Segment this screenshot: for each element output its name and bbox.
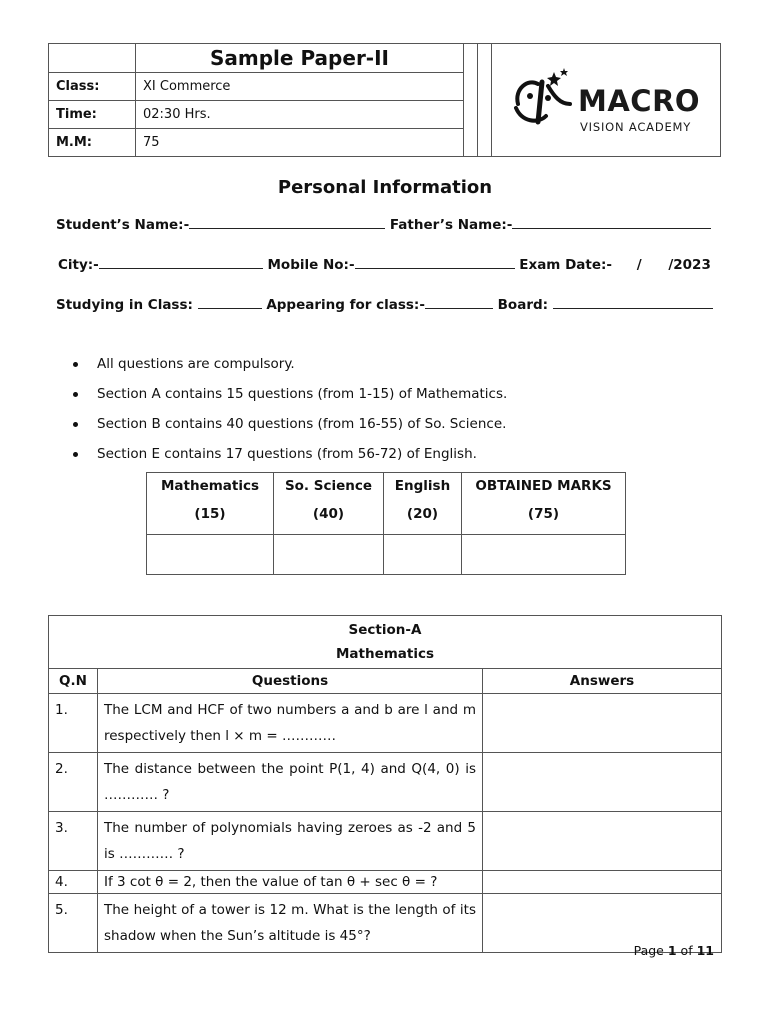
questions-column-header: Questions — [98, 669, 483, 694]
board-field[interactable] — [553, 296, 713, 309]
table-row — [49, 894, 722, 953]
city-label: City:- — [58, 257, 99, 273]
science-marks-cell[interactable] — [274, 535, 384, 575]
qn-column-header: Q.N — [49, 669, 98, 694]
instructions-list — [73, 356, 507, 476]
header-blank-cell — [49, 44, 136, 73]
logo-emblem-icon — [508, 64, 578, 134]
appearing-class-label: Appearing for class:- — [266, 297, 425, 313]
father-name-field[interactable] — [512, 216, 711, 229]
marks-col-obtained: OBTAINED MARKS (75) — [462, 473, 626, 535]
logo-name: MACRO — [578, 84, 701, 118]
obtained-marks-cell[interactable] — [462, 535, 626, 575]
marks-col-english: English (20) — [384, 473, 462, 535]
father-name-label: Father’s Name:- — [389, 217, 513, 233]
bullet-icon — [73, 452, 78, 457]
english-marks-cell[interactable] — [384, 535, 462, 575]
question-text: The number of polynomials having zeroes as -2 and 5 is ………… ? — [98, 812, 483, 871]
question-number: 3. — [49, 812, 98, 871]
student-name-label: Student’s Name:- — [56, 217, 190, 233]
marks-table — [146, 472, 626, 575]
table-row — [49, 812, 722, 871]
logo-cell — [492, 44, 721, 157]
appearing-class-field[interactable] — [425, 296, 493, 309]
header-spacer — [478, 44, 492, 157]
question-text: The LCM and HCF of two numbers a and b are l and m respectively then l × m = ………… — [98, 694, 483, 753]
exam-date-slash: / — [636, 257, 642, 273]
logo-tagline: VISION ACADEMY — [580, 120, 692, 134]
total-pages: 11 — [696, 943, 714, 958]
bullet-icon — [73, 422, 78, 427]
answer-cell[interactable] — [483, 812, 722, 871]
question-number: 1. — [49, 694, 98, 753]
name-line — [56, 216, 711, 233]
marks-label: M.M: — [49, 129, 136, 157]
class-label: Class: — [49, 73, 136, 101]
exam-date-label: Exam Date:- — [519, 257, 612, 273]
question-number: 5. — [49, 894, 98, 953]
question-number: 4. — [49, 871, 98, 894]
marks-col-math: Mathematics (15) — [147, 473, 274, 535]
marks-col-science: So. Science (40) — [274, 473, 384, 535]
table-row — [49, 694, 722, 753]
header-spacer — [464, 44, 478, 157]
studying-class-field[interactable] — [198, 296, 262, 309]
mobile-field[interactable] — [355, 256, 515, 269]
student-name-field[interactable] — [189, 216, 385, 229]
instruction-item: Section A contains 15 questions (from 1-15) of Mathematics. — [73, 386, 507, 416]
question-text: The distance between the point P(1, 4) and Q(4, 0) is ………… ? — [98, 753, 483, 812]
section-header — [49, 616, 722, 669]
math-marks-cell[interactable] — [147, 535, 274, 575]
class-line — [56, 296, 713, 313]
header-table — [48, 43, 721, 157]
instruction-item: All questions are compulsory. — [73, 356, 507, 386]
instruction-item: Section B contains 40 questions (from 16-55) of So. Science. — [73, 416, 507, 446]
page-number: Page 1 of 11 — [633, 943, 714, 958]
studying-class-label: Studying in Class: — [56, 297, 193, 313]
bullet-icon — [73, 362, 78, 367]
mobile-label: Mobile No:- — [267, 257, 355, 273]
section-title: Section-A — [348, 622, 422, 638]
answer-cell[interactable] — [483, 753, 722, 812]
question-number: 2. — [49, 753, 98, 812]
class-value: XI Commerce — [136, 73, 464, 101]
time-label: Time: — [49, 101, 136, 129]
instruction-item: Section E contains 17 questions (from 56-72) of English. — [73, 446, 507, 476]
answers-column-header: Answers — [483, 669, 722, 694]
academy-logo — [508, 64, 708, 134]
city-field[interactable] — [99, 256, 263, 269]
answer-cell[interactable] — [483, 694, 722, 753]
marks-value: 75 — [136, 129, 464, 157]
contact-line — [58, 256, 711, 273]
question-text: If 3 cot θ = 2, then the value of tan θ + sec θ = ? — [98, 871, 483, 894]
section-a-table — [48, 615, 722, 953]
table-row — [49, 871, 722, 894]
paper-title: Sample Paper-II — [136, 44, 464, 73]
table-row — [49, 753, 722, 812]
question-text: The height of a tower is 12 m. What is the length of its shadow when the Sun’s altitude is 45°? — [98, 894, 483, 953]
board-label: Board: — [497, 297, 549, 313]
current-page: 1 — [667, 943, 677, 958]
answer-cell[interactable] — [483, 871, 722, 894]
section-subject: Mathematics — [335, 646, 435, 662]
bullet-icon — [73, 392, 78, 397]
personal-info-heading: Personal Information — [277, 177, 493, 198]
exam-date-year: /2023 — [668, 257, 711, 273]
time-value: 02:30 Hrs. — [136, 101, 464, 129]
